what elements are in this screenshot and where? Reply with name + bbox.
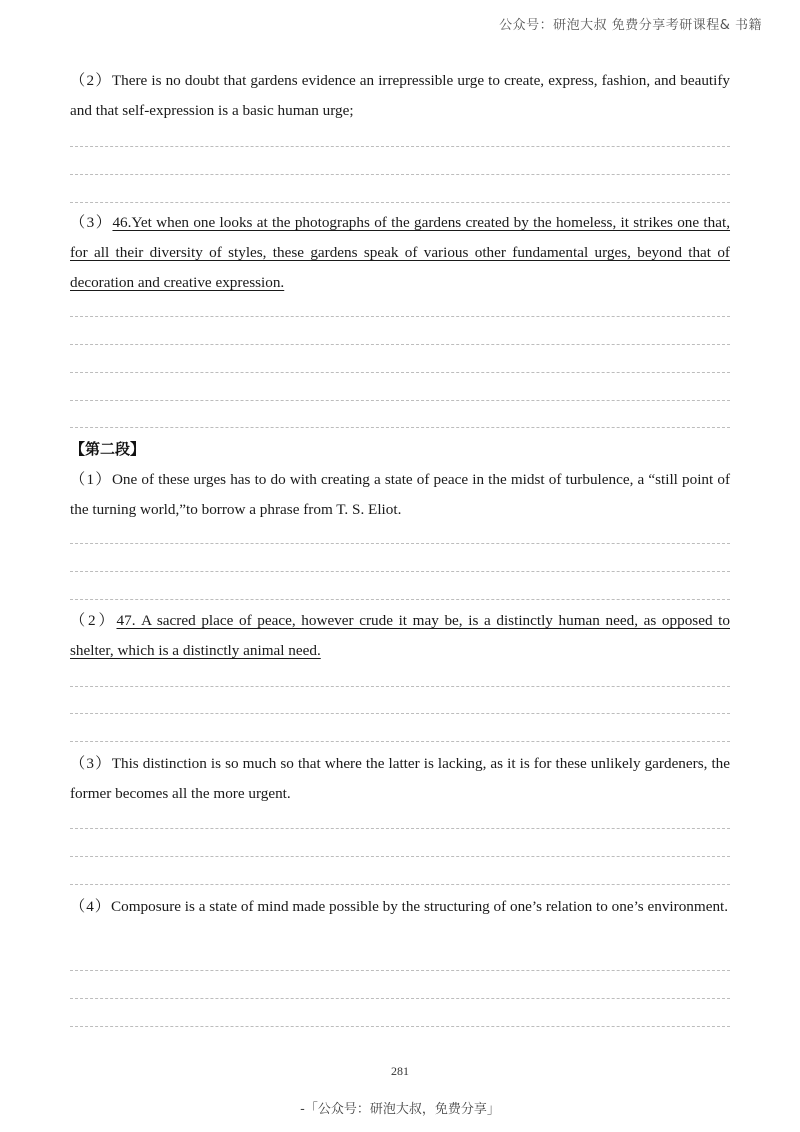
section-title: 【第二段】 <box>70 440 146 458</box>
paragraph-2-3 <box>70 749 730 809</box>
paragraph-2-2 <box>70 606 730 666</box>
answer-line <box>70 884 730 885</box>
answer-line <box>70 174 730 175</box>
answer-line <box>70 372 730 373</box>
answer-line <box>70 599 730 600</box>
answer-line <box>70 344 730 345</box>
answer-line <box>70 316 730 317</box>
paragraph-number: （3） <box>70 755 112 772</box>
underlined-sentence-47: 47. A sacred place of peace, however crude it may be, is a distinctly human need, as opposed to shelter, which is a distinctly animal need. <box>70 612 730 659</box>
answer-line <box>70 970 730 971</box>
answer-line <box>70 1026 730 1027</box>
answer-line <box>70 571 730 572</box>
paragraph-2-1 <box>70 465 730 525</box>
paragraph-text: One of these urges has to do with creating a state of peace in the midst of turbulence, a “still point of the turning world,”to borrow a phrase from T. S. Eliot. <box>70 471 731 518</box>
answer-line <box>70 998 730 999</box>
answer-line <box>70 713 730 714</box>
answer-line <box>70 400 730 401</box>
paragraph-text: Composure is a state of mind made possible by the structuring of one’s relation to one’s environment. <box>110 898 729 915</box>
paragraph-text: This distinction is so much so that where the latter is lacking, as it is for these unlikely gardeners, the former becomes all the more urgent. <box>70 755 730 802</box>
paragraph-number: （3） <box>70 214 113 231</box>
header-watermark: 公众号：研泡大叔 免费分享考研课程& 书籍 <box>499 18 762 33</box>
paragraph-number: （4） <box>70 898 111 915</box>
answer-line <box>70 146 730 147</box>
paragraph-1-3 <box>70 208 730 298</box>
paragraph-number: （1） <box>70 471 112 488</box>
paragraph-text: There is no doubt that gardens evidence an irrepressible urge to create, express, fashion, and beautify and that self-expression is a basic human urge; <box>70 72 731 119</box>
page-number: 281 <box>391 1064 409 1078</box>
answer-line <box>70 741 730 742</box>
answer-line <box>70 202 730 203</box>
paragraph-number: （2） <box>70 612 117 629</box>
answer-line <box>70 828 730 829</box>
answer-line <box>70 427 730 428</box>
answer-line <box>70 543 730 544</box>
paragraph-2-4 <box>70 892 730 922</box>
footer-watermark: -「公众号：研泡大叔，免费分享」 <box>300 1102 500 1117</box>
underlined-sentence-46: 46.Yet when one looks at the photographs of the gardens created by the homeless, it strikes one that, for all their diversity of styles, these gardens speak of various other fundamental urges, beyond that of decoration and creative expression. <box>70 214 731 291</box>
answer-line <box>70 686 730 687</box>
paragraph-number: （2） <box>70 72 112 89</box>
answer-line <box>70 856 730 857</box>
paragraph-1-2 <box>70 66 730 126</box>
